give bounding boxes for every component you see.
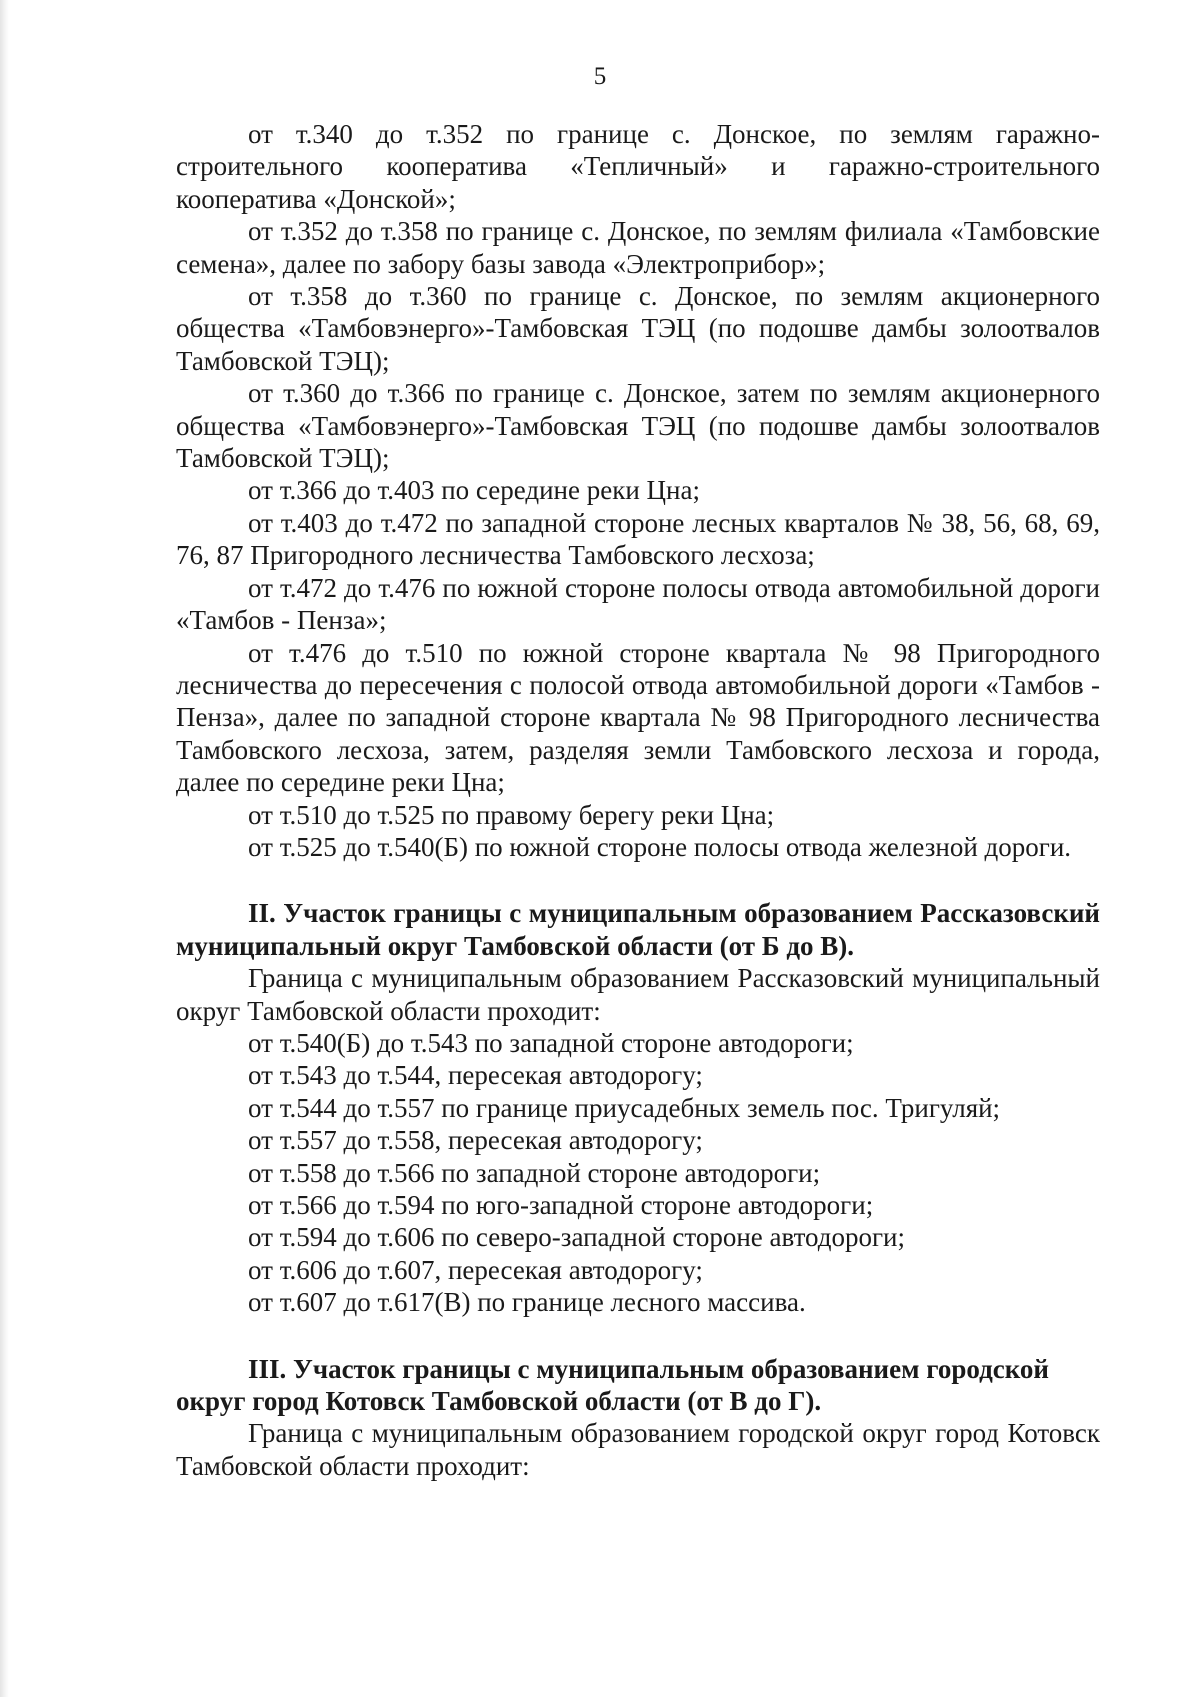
section-heading-ii: II. Участок границы с муниципальным образованием Рассказовский муниципальный округ Тамбовской области (от Б до В).	[176, 898, 1100, 961]
paragraph: от т.510 до т.525 по правому берегу реки Цна;	[248, 799, 775, 830]
paragraph: от т.358 до т.360 по границе с. Донское, по землям акционерного общества «Тамбовэнерго»-Тамбовская ТЭЦ (по подошве дамбы золоотвалов Тамбовской ТЭЦ);	[176, 281, 1100, 376]
paragraph: от т.472 до т.476 по южной стороне полосы отвода автомобильной дороги «Тамбов - Пенза»;	[176, 572, 1100, 636]
section-gap	[176, 863, 1100, 897]
paragraph: от т.525 до т.540(Б) по южной стороне полосы отвода железной дороги.	[248, 831, 1072, 862]
scan-edge-shadow	[0, 0, 9, 1697]
paragraph: от т.476 до т.510 по южной стороне квартала № 98 Пригородного лесничества до пересечения с полосой отвода автомобильной дороги «Тамбов - Пенза», далее по западной стороне квартала № 98 Пригородного лесничества Тамбовского лесхоза, затем, разделяя земли Тамбовского лесхоза и города, далее по середине реки Цна;	[176, 637, 1100, 798]
list-item: от т.557 до т.558, пересекая автодорогу;	[248, 1125, 703, 1156]
section-heading-iii: III. Участок границы с муниципальным образованием городской округ город Котовск Тамбовской области (от В до Г).	[176, 1353, 1049, 1417]
page-number: 5	[593, 63, 607, 90]
paragraph: от т.340 до т.352 по границе с. Донское, по землям гаражно-строительного кооператива «Тепличный» и гаражно-строительного кооператива «Донской»;	[176, 119, 1100, 214]
section-intro: Граница с муниципальным образованием Рассказовский муниципальный округ Тамбовской области проходит:	[176, 963, 1100, 1026]
section-intro: Граница с муниципальным образованием городской округ город Котовск Тамбовской области проходит:	[176, 1418, 1100, 1481]
document-body	[176, 118, 1100, 1482]
paragraph: от т.352 до т.358 по границе с. Донское, по землям филиала «Тамбовские семена», далее по забору базы завода «Электроприбор»;	[176, 216, 1100, 279]
list-item: от т.594 до т.606 по северо-западной стороне автодороги;	[248, 1222, 905, 1253]
section-gap	[176, 1319, 1100, 1353]
paragraph: от т.360 до т.366 по границе с. Донское, затем по землям акционерного общества «Тамбовэнерго»-Тамбовская ТЭЦ (по подошве дамбы золоотвалов Тамбовской ТЭЦ);	[176, 378, 1100, 474]
list-item: от т.558 до т.566 по западной стороне автодороги;	[248, 1157, 821, 1188]
list-item: от т.606 до т.607, пересекая автодорогу;	[248, 1254, 703, 1285]
paragraph: от т.403 до т.472 по западной стороне лесных кварталов № 38, 56, 68, 69, 76, 87 Пригородного лесничества Тамбовского лесхоза;	[176, 507, 1100, 571]
list-item: от т.544 до т.557 по границе приусадебных земель пос. Тригуляй;	[248, 1092, 1001, 1123]
list-item: от т.607 до т.617(В) по границе лесного массива.	[248, 1287, 806, 1318]
list-item: от т.543 до т.544, пересекая автодорогу;	[248, 1060, 703, 1091]
paragraph: от т.366 до т.403 по середине реки Цна;	[248, 475, 700, 506]
list-item: от т.566 до т.594 по юго-западной стороне автодороги;	[248, 1190, 874, 1220]
list-item: от т.540(Б) до т.543 по западной стороне автодороги;	[248, 1027, 854, 1058]
